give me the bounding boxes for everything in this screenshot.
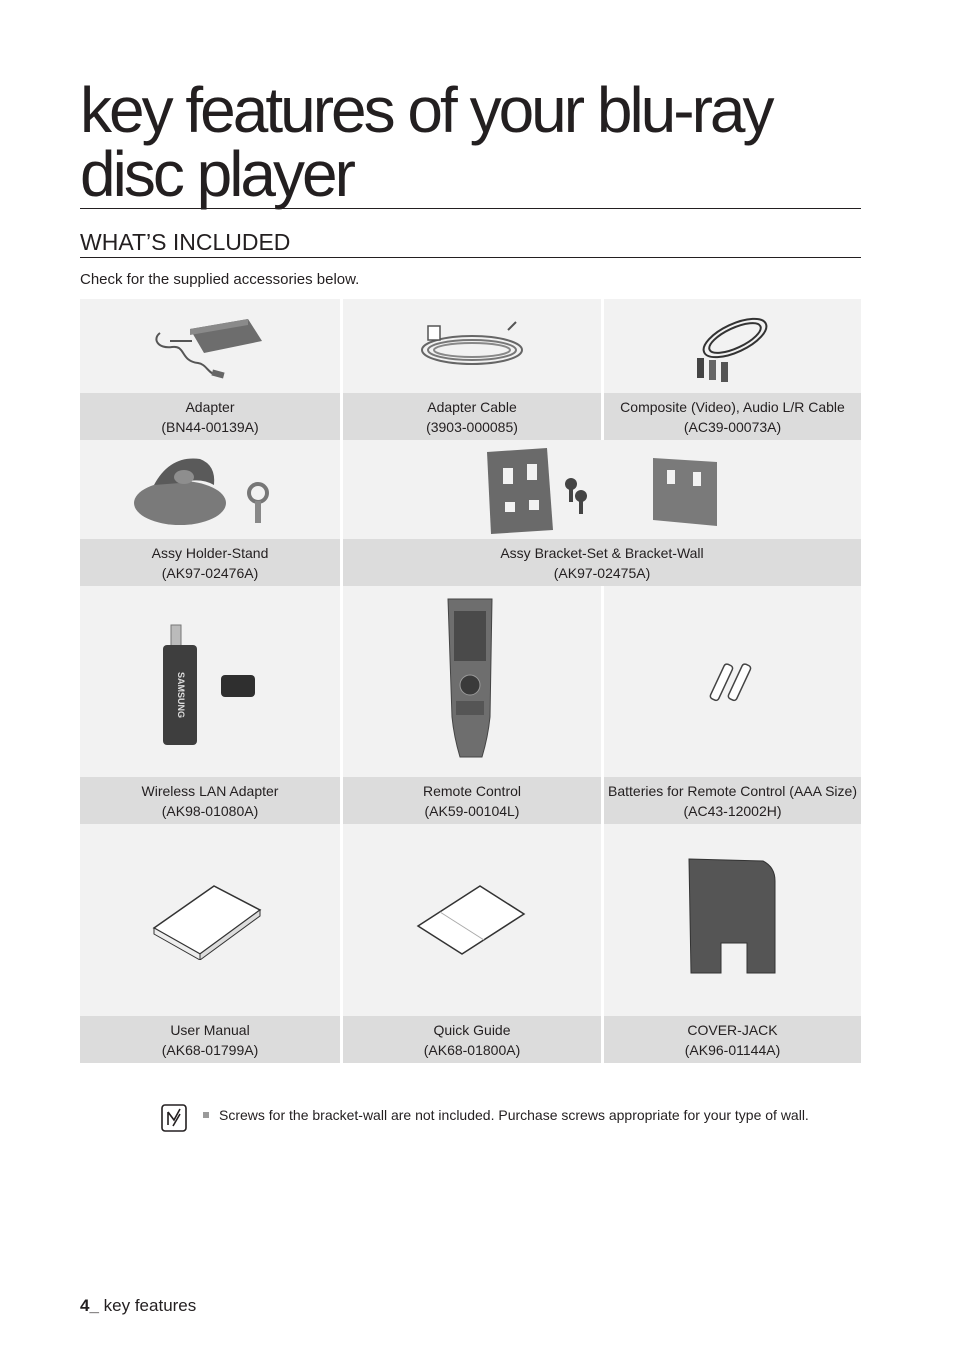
adapter-image-cell bbox=[80, 299, 340, 393]
usb-brand-label: SAMSUNG bbox=[176, 671, 186, 718]
page-footer bbox=[80, 1296, 196, 1316]
note-bullet bbox=[203, 1112, 209, 1118]
item-name: Adapter bbox=[185, 398, 235, 415]
intro-text: Check for the supplied accessories below. bbox=[80, 271, 360, 288]
batteries-caption bbox=[604, 777, 861, 824]
accessories-table bbox=[80, 299, 861, 1063]
item-name: Batteries for Remote Control (AAA Size) bbox=[608, 782, 857, 799]
item-name: Adapter Cable bbox=[427, 398, 517, 415]
adapter-icon bbox=[150, 311, 270, 381]
quick-guide-caption bbox=[343, 1016, 601, 1063]
cover-jack-icon bbox=[683, 855, 783, 985]
adapter-cable-icon bbox=[412, 316, 532, 376]
adapter-cable-caption bbox=[343, 393, 601, 440]
wireless-lan-adapter-icon bbox=[155, 617, 265, 747]
item-code: (AK59-00104L) bbox=[424, 802, 520, 819]
remote-control-image-cell bbox=[343, 586, 601, 777]
page-title-line-2: disc player bbox=[80, 138, 353, 210]
item-name: Quick Guide bbox=[433, 1021, 511, 1038]
holder-stand-caption bbox=[80, 539, 340, 586]
bracket-set-image-cell bbox=[343, 440, 861, 539]
item-code: (AK96-01144A) bbox=[684, 1041, 781, 1058]
item-name: Assy Bracket-Set & Bracket-Wall bbox=[500, 544, 704, 561]
note-icon bbox=[161, 1104, 189, 1132]
item-name: Wireless LAN Adapter bbox=[141, 782, 279, 799]
item-code: (AC39-00073A) bbox=[683, 418, 782, 435]
user-manual-image-cell bbox=[80, 824, 340, 1016]
item-code: (AK97-02476A) bbox=[161, 564, 259, 581]
quick-guide-image-cell bbox=[343, 824, 601, 1016]
remote-control-icon bbox=[442, 597, 502, 767]
item-code: (AK97-02475A) bbox=[553, 564, 651, 581]
wireless-lan-adapter-caption bbox=[80, 777, 340, 824]
user-manual-icon bbox=[150, 880, 270, 960]
item-code: (AC43-12002H) bbox=[683, 802, 782, 819]
section-heading: WHAT’S INCLUDED bbox=[80, 228, 861, 258]
note-text: Screws for the bracket-wall are not included. Purchase screws appropriate for your type of wall. bbox=[219, 1107, 809, 1123]
bracket-set-caption bbox=[343, 539, 861, 586]
item-code: (AK68-01799A) bbox=[161, 1041, 259, 1058]
item-name: COVER-JACK bbox=[687, 1021, 778, 1038]
item-code: (AK98-01080A) bbox=[161, 802, 259, 819]
user-manual-caption bbox=[80, 1016, 340, 1063]
item-code: (3903-000085) bbox=[426, 418, 518, 435]
note bbox=[161, 1104, 809, 1132]
item-name: Composite (Video), Audio L/R Cable bbox=[620, 398, 845, 415]
batteries-icon bbox=[703, 657, 763, 707]
item-code: (AK68-01800A) bbox=[423, 1041, 521, 1058]
item-name: Assy Holder-Stand bbox=[151, 544, 269, 561]
item-name: Remote Control bbox=[422, 782, 522, 799]
item-name: User Manual bbox=[170, 1021, 250, 1038]
page-title bbox=[80, 74, 861, 210]
cover-jack-caption bbox=[604, 1016, 861, 1063]
composite-cable-image-cell bbox=[604, 299, 861, 393]
remote-control-caption bbox=[343, 777, 601, 824]
wireless-lan-adapter-image-cell bbox=[80, 586, 340, 777]
bracket-set-icon bbox=[467, 440, 737, 540]
cover-jack-image-cell bbox=[604, 824, 861, 1016]
batteries-image-cell bbox=[604, 586, 861, 777]
adapter-caption bbox=[80, 393, 340, 440]
holder-stand-image-cell bbox=[80, 440, 340, 539]
quick-guide-icon bbox=[412, 880, 532, 960]
composite-cable-icon bbox=[683, 306, 783, 386]
holder-stand-icon bbox=[130, 445, 290, 535]
item-code: (BN44-00139A) bbox=[161, 418, 259, 435]
adapter-cable-image-cell bbox=[343, 299, 601, 393]
page-title-line-1: key features of your blu-ray bbox=[80, 74, 772, 146]
footer-section: key features bbox=[103, 1296, 197, 1315]
composite-cable-caption bbox=[604, 393, 861, 440]
page-number: 4_ bbox=[80, 1296, 99, 1315]
